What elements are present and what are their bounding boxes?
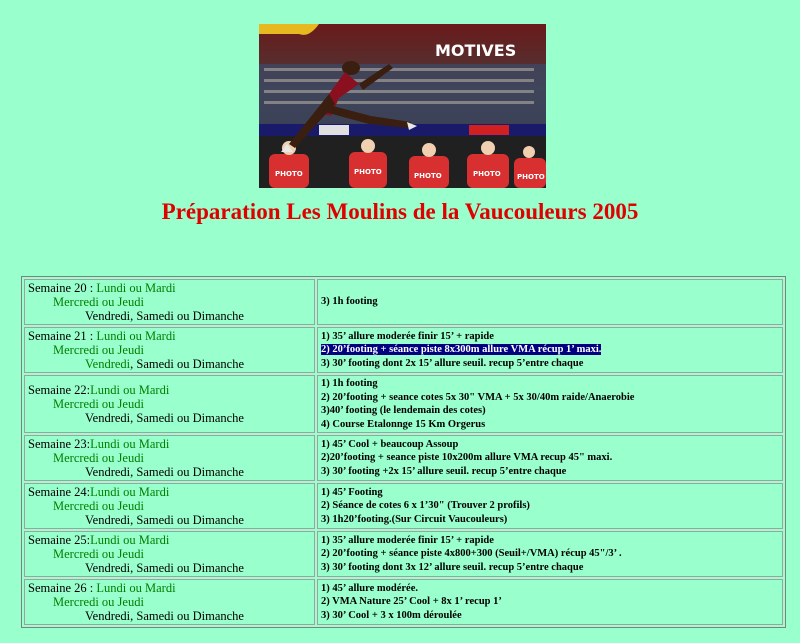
day-option-1: Lundi ou Mardi	[96, 281, 176, 295]
day-option-2: Mercredi ou Jeudi	[53, 499, 144, 513]
sessions-cell	[317, 579, 783, 625]
photo-label: PHOTO	[414, 172, 442, 180]
week-days-cell	[24, 327, 315, 373]
week-sep: :	[86, 281, 97, 295]
week-row	[24, 435, 783, 481]
day-option-3: Vendredi, Samedi ou Dimanche	[85, 309, 244, 323]
session-line: 2) 20’footing + seance cotes 5x 30" VMA + 5x 30/40m raide/Anaerobie	[321, 391, 635, 403]
week-row	[24, 375, 783, 433]
week-days-cell	[24, 279, 315, 325]
week-label: Semaine 23	[28, 437, 87, 451]
sessions-cell	[317, 435, 783, 481]
session-line: 2)20’footing + seance piste 10x200m allure VMA recup 45" maxi.	[321, 452, 613, 464]
sessions-cell	[317, 327, 783, 373]
session-line: 1) 35’ allure moderée finir 15’ + rapide	[321, 330, 494, 342]
week-row	[24, 327, 783, 373]
session-line: 1) 45’ Footing	[321, 486, 383, 498]
session-line: 3) 1h20’footing.(Sur Circuit Vaucouleurs)	[321, 513, 508, 525]
week-days-cell	[24, 531, 315, 577]
sessions-cell	[317, 483, 783, 529]
page-title: Préparation Les Moulins de la Vaucouleurs 2005	[161, 199, 639, 224]
day-option-1: Lundi ou Mardi	[90, 533, 170, 547]
day-option-3: Vendredi, Samedi ou Dimanche	[85, 411, 244, 425]
photo-label: PHOTO	[275, 170, 303, 178]
week-sep: :	[86, 383, 91, 397]
session-line: 1) 45’ Cool + beaucoup Assoup	[321, 438, 459, 450]
session-line: 3) 1h footing	[321, 296, 378, 308]
week-days-cell	[24, 375, 315, 433]
session-line: 2) 20’footing + séance piste 4x800+300 (Seuil+/VMA) récup 45"/3’ .	[321, 548, 622, 560]
day-option-2: Mercredi ou Jeudi	[53, 343, 144, 357]
week-row	[24, 483, 783, 529]
session-line: 3) 30’ footing dont 3x 12’ allure seuil. recup 5’entre chaque	[321, 561, 584, 573]
week-sep: :	[86, 329, 97, 343]
day-option-1: Lundi ou Mardi	[90, 383, 170, 397]
week-label: Semaine 20	[28, 281, 87, 295]
week-label: Semaine 22	[28, 383, 87, 397]
day-option-1: Lundi ou Mardi	[96, 581, 176, 595]
week-row	[24, 579, 783, 625]
week-label: Semaine 26	[28, 581, 87, 595]
banner-photo	[259, 24, 546, 188]
sessions-cell	[317, 531, 783, 577]
session-line: 3) 30’ footing dont 2x 15’ allure seuil. recup 5’entre chaque	[321, 357, 584, 369]
day-option-3: Vendredi, Samedi ou Dimanche	[85, 513, 244, 527]
week-days-cell	[24, 435, 315, 481]
session-line: 1) 45’ allure modérée.	[321, 582, 418, 594]
day-option-3: Vendredi, Samedi ou Dimanche	[85, 465, 244, 479]
week-days-cell	[24, 483, 315, 529]
photo-label: PHOTO	[517, 173, 545, 181]
photo-label: PHOTO	[354, 168, 382, 176]
session-line: 2) VMA Nature 25’ Cool + 8x 1’ recup 1’	[321, 596, 502, 608]
sessions-cell	[317, 375, 783, 433]
day-option-2: Mercredi ou Jeudi	[53, 547, 144, 561]
session-line: 4) Course Etalonnge 15 Km Orgerus	[321, 418, 486, 430]
week-label: Semaine 21	[28, 329, 87, 343]
sessions-cell	[317, 279, 783, 325]
day-option-2: Mercredi ou Jeudi	[53, 451, 144, 465]
athlete-jump-image	[259, 24, 546, 188]
session-line: 1) 1h footing	[321, 378, 378, 389]
selected-text[interactable]: 2) 20’footing + séance piste 8x300m allure VMA récup 1’ maxi.	[321, 344, 602, 356]
day-option-2: Mercredi ou Jeudi	[53, 295, 144, 309]
banner-overlay-text: MOTIVES	[435, 41, 517, 60]
week-label: Semaine 24	[28, 485, 87, 499]
day-option-1: Lundi ou Mardi	[96, 329, 176, 343]
week-row	[24, 531, 783, 577]
week-row	[24, 279, 783, 325]
day-option-2: Mercredi ou Jeudi	[53, 595, 144, 609]
session-line: 1) 35’ allure moderée finir 15’ + rapide	[321, 534, 494, 546]
day-option-3: Vendredi, Samedi ou Dimanche	[85, 561, 244, 575]
session-line: 3) 30’ footing +2x 15’ allure seuil. recup 5’entre chaque	[321, 465, 567, 477]
day-option-2: Mercredi ou Jeudi	[53, 397, 144, 411]
training-plan-body	[24, 279, 783, 625]
day-option-3: Vendredi, Samedi ou Dimanche	[85, 609, 244, 623]
session-line: 3)40’ footing (le lendemain des cotes)	[321, 405, 486, 416]
session-line: 2) Séance de cotes 6 x 1’30" (Trouver 2 profils)	[321, 500, 530, 512]
day-option-1: Lundi ou Mardi	[90, 437, 170, 451]
day-option-1: Lundi ou Mardi	[90, 485, 170, 499]
training-plan-table	[21, 276, 786, 628]
photo-label: PHOTO	[473, 170, 501, 178]
session-line: 3) 30’ Cool + 3 x 100m déroulée	[321, 609, 462, 621]
week-sep: :	[86, 581, 97, 595]
week-sep: :	[86, 485, 91, 499]
week-days-cell	[24, 579, 315, 625]
session-line-selected[interactable]	[321, 343, 779, 357]
day-option-3-rest: , Samedi ou Dimanche	[130, 357, 244, 371]
day-option-3: Vendredi	[85, 357, 131, 371]
week-sep: :	[86, 437, 91, 451]
week-label: Semaine 25	[28, 533, 87, 547]
week-sep: :	[86, 533, 91, 547]
